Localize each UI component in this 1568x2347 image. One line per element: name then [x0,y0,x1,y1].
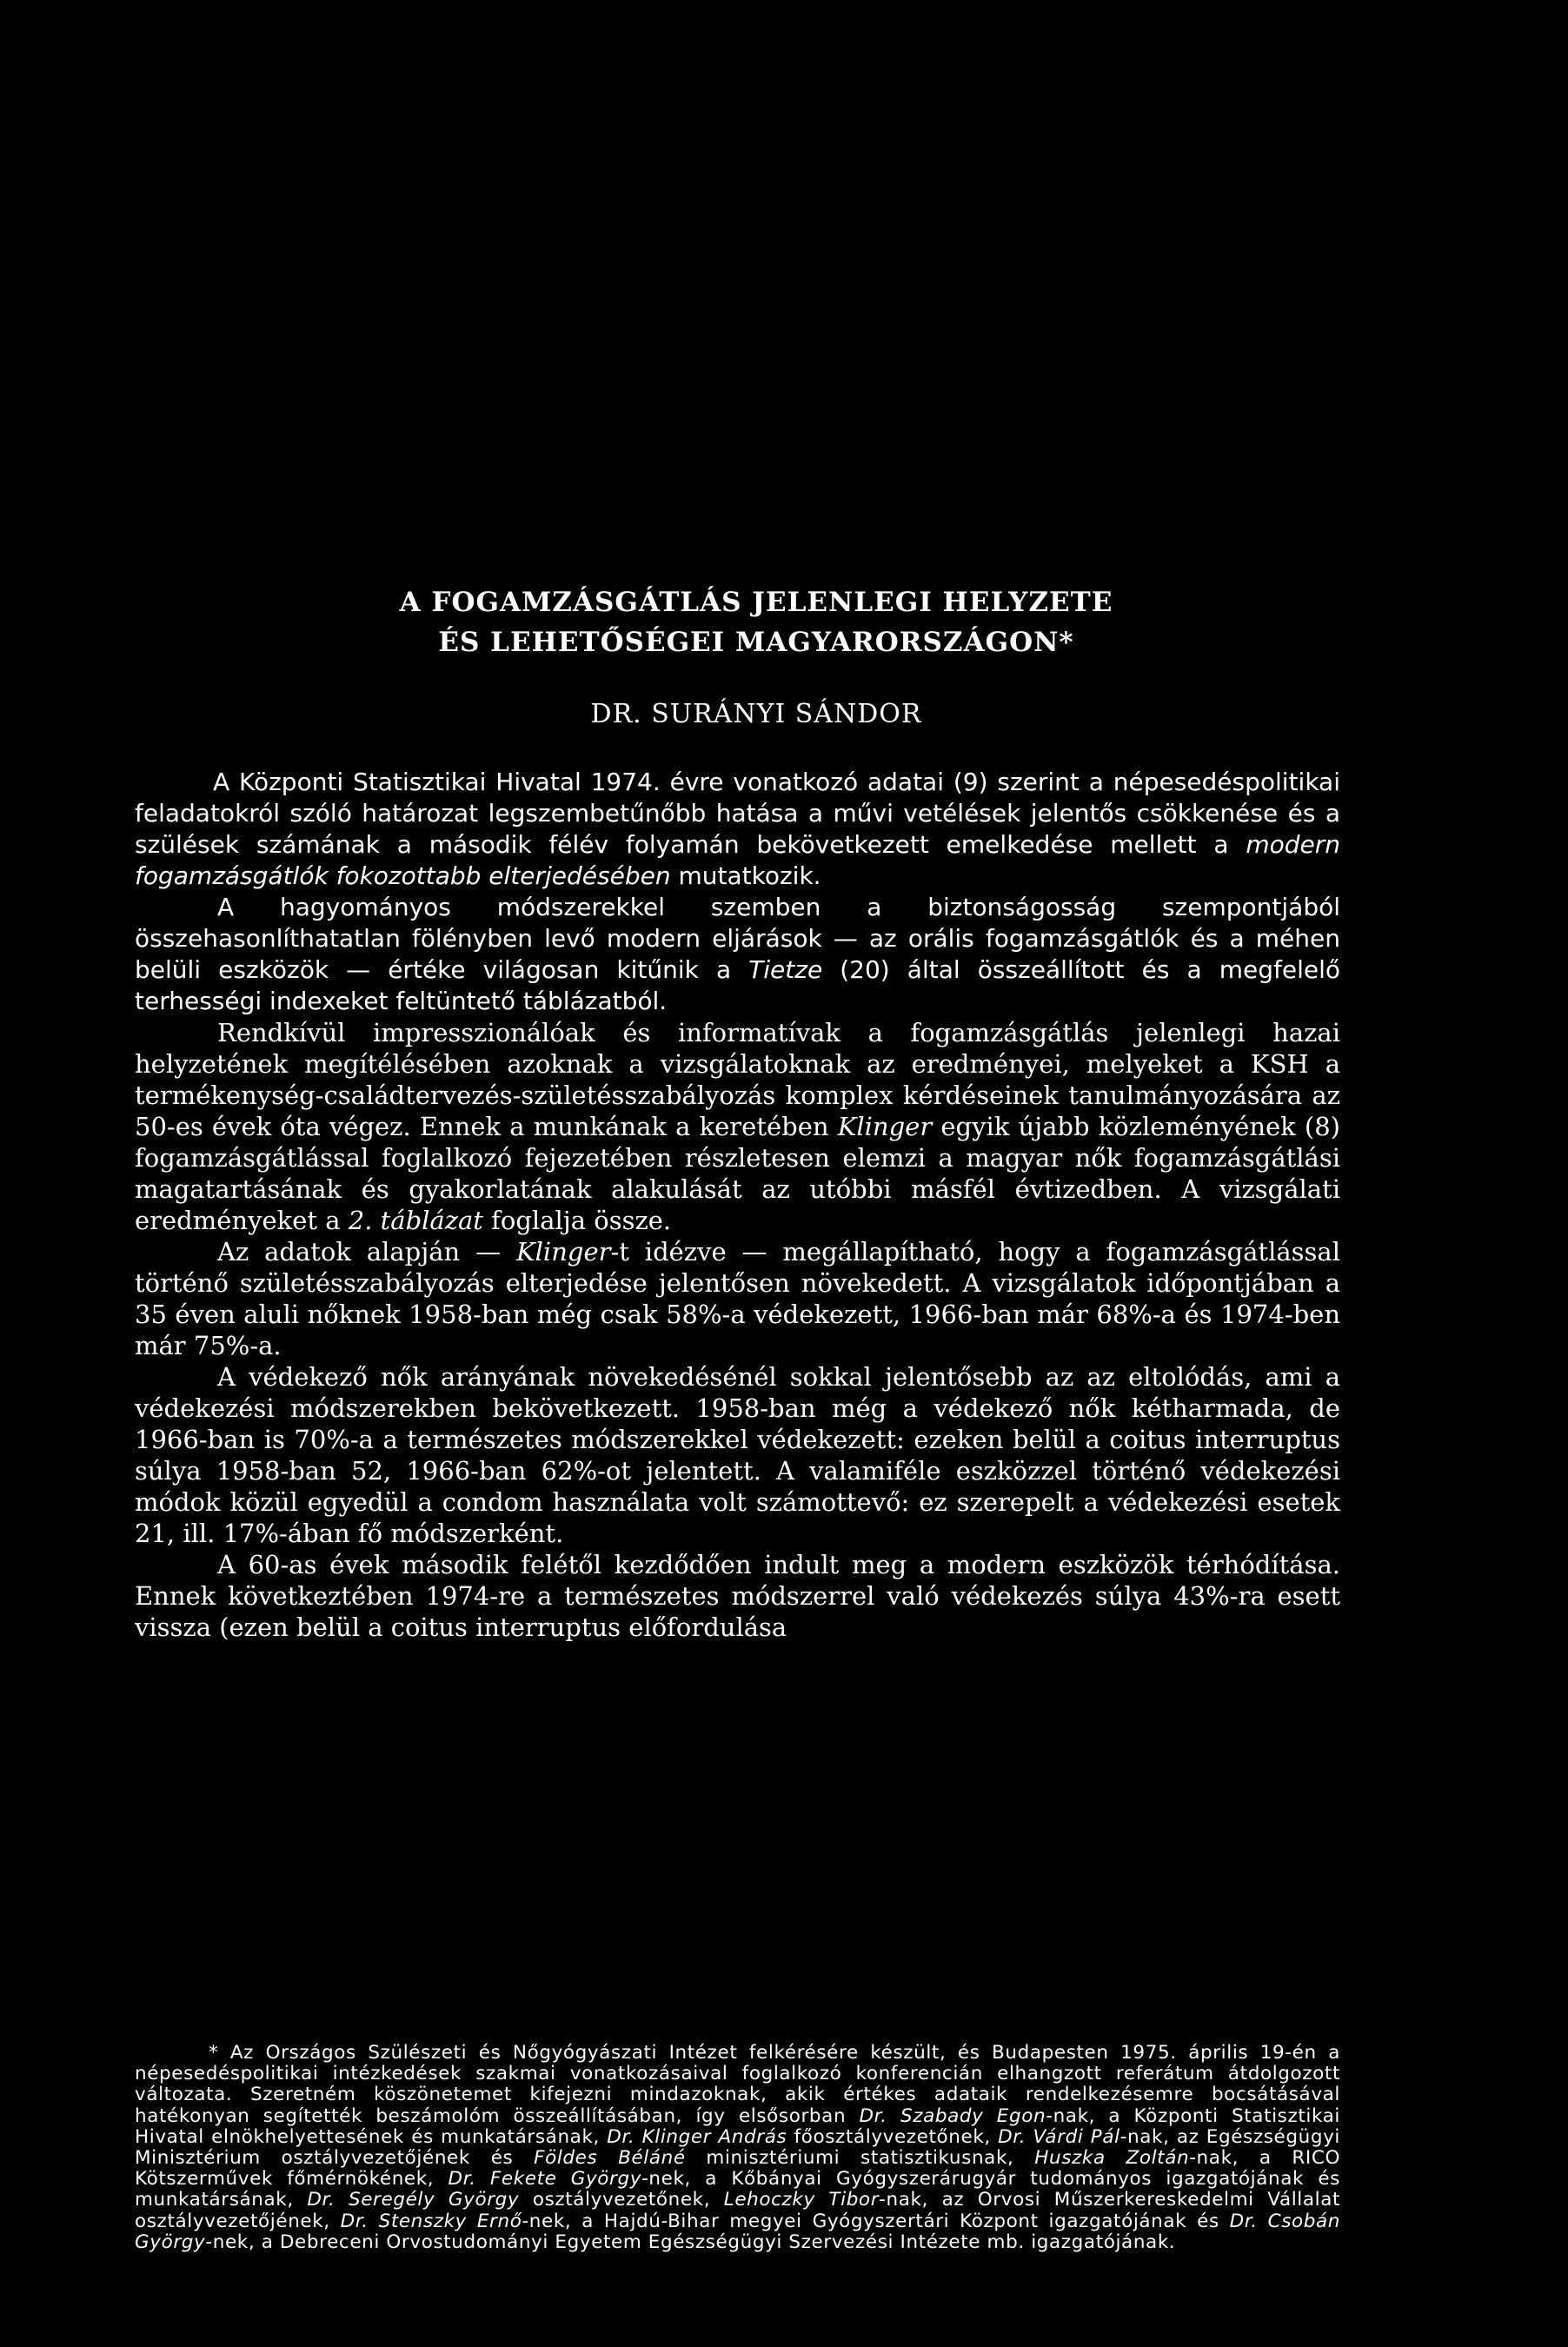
title-line-1: A FOGAMZÁSGÁTLÁS JELENLEGI HELYZETE [399,587,1113,618]
footnote [135,2043,1340,2253]
author-ref-klinger: Klinger [837,1112,933,1141]
title-line-2: ÉS LEHETŐSÉGEI MAGYARORSZÁGON* [438,627,1074,658]
person-name: Dr. Stenszky Ernő [340,2210,522,2232]
emphasis-modern-contraceptives: modern fogamzásgátlók fokozottabb elterjedésében [135,830,1340,890]
person-name: Huszka Zoltán [1034,2147,1190,2170]
author-name: DR. SURÁNYI SÁNDOR [590,699,922,729]
paragraph-2: A hagyományos módszerekkel szemben a biztonságosság szempontjából összehasonlíthatatlan fölényben levő modern eljárások — az orális fogamzásgátlók és a méhen belüli eszközök — értéke világosan kitűnik a Tietze (20) által összeállított és a megfelelő terhességi indexeket feltüntető táblázatból. [135,893,1340,1015]
paragraph-6: A 60-as évek második felétől kezdődően indult meg a modern eszközök térhódítása. Ennek következtében 1974-re a természetes módszerrel való védekezés súlya 43%-ra esett vissza (ezen belül a coitus interruptus előfordulása [135,1550,1340,1642]
person-name: Dr. Várdi Pál [998,2125,1120,2148]
table-reference: 2. táblázat [348,1206,483,1235]
author-ref-tietze: Tietze [748,955,823,984]
person-name: Földes Béláné [534,2147,686,2170]
person-name: Dr. Klinger András [607,2125,787,2148]
paragraph-4: Az adatok alapján — Klinger-t idézve — megállapítható, hogy a fogamzásgátlással történő születésszabályozás elterjedése jelentősen növekedett. A vizsgálatok időpontjában a 35 éven aluli nőknek 1958-ban még csak 58%-a védekezett, 1966-ban már 68%-a és 1974-ben már 75%-a. [135,1237,1340,1360]
paragraph-1: A Központi Statisztikai Hivatal 1974. évre vonatkozó adatai (9) szerint a népesedéspolitikai feladatokról szóló határozat legszembetűnőbb hatása a művi vetélések jelentős csökkenése és a szülések számának a második félév folyamán bekövetkezett emelkedése mellett a modern fogamzásgátlók fokozottabb elterjedésében mutatkozik. [135,768,1340,890]
paragraph-3: Rendkívül impresszionálóak és informatívak a fogamzásgátlás jelenlegi hazai helyzetének megítélésében azoknak a vizsgálatoknak az eredményei, melyeket a KSH a termékenység-családtervezés-születésszabályozás komplex kérdéseinek tanulmányozására az 50-es évek óta végez. Ennek a munkának a keretében Klinger egyik újabb közleményének (8) fogamzásgátlással foglalkozó fejezetében részletesen elemzi a magyar nők fogamzásgátlási magatartásának és gyakorlatának alakulását az utóbbi másfél évtizedben. A vizsgálati eredményeket a 2. táblázat foglalja össze. [135,1018,1340,1235]
article-body [135,767,1340,1643]
footnote-text: * Az Országos Szülészeti és Nőgyógyászati Intézet felkérésére készült, és Budapesten 1975. április 19-én a népesedéspolitikai intézkedések szakmai vonatkozásaival foglalkozó konferencián elhangzott referátum átdolgozott változata. Szeretném köszönetemet kifejezni mindazoknak, akik értékes adataik rendelkezésemre bocsátásával hatékonyan segítették beszámolóm összeállításában, így elsősorban Dr. Szabady Egon-nak, a Központi Statisztikai Hivatal elnökhelyettesének és munkatársának, Dr. Klinger András főosztályvezetőnek, Dr. Várdi Pál-nak, az Egészségügyi Minisztérium osztályvezetőjének és Földes Béláné minisztériumi statisztikusnak, Huszka Zoltán-nak, a RICO Kötszerművek főmérnökének, Dr. Fekete György-nek, a Kőbányai Gyógyszerárugyár tudományos igazgatójának és munkatársának, Dr. Seregély György osztályvezetőnek, Lehoczky Tibor-nak, az Orvosi Műszerkereskedelmi Vállalat osztályvezetőjének, Dr. Stenszky Ernő-nek, a Hajdú-Bihar megyei Gyógyszertári Központ igazgatójának és Dr. Csobán György-nek, a Debreceni Orvostudományi Egyetem Egészségügyi Szervezési Intézete mb. igazgatójának. [135,2042,1341,2253]
article-title [139,582,1373,662]
person-name: Dr. Fekete György [448,2168,642,2191]
paragraph-5: A védekező nők arányának növekedésénél sokkal jelentősebb az az eltolódás, ami a védekezési módszerekben bekövetkezett. 1958-ban még a védekező nők kétharmada, de 1966-ban is 70%-a a természetes módszerekkel védekezett: ezeken belül a coitus interruptus súlya 1958-ban 52, 1966-ban 62%-ot jelentett. A valamiféle eszközzel történő védekezési módok közül egyedül a condom használata volt számottevő: ez szerepelt a védekezési esetek 21, ill. 17%-ában fő módszerként. [135,1362,1340,1548]
author-ref-klinger: Klinger [515,1237,611,1267]
person-name: Dr. Szabady Egon [859,2104,1046,2127]
person-name: Dr. Seregély György [307,2189,520,2211]
person-name: Lehoczky Tibor [723,2189,880,2211]
person-name: Dr. Csobán György [135,2210,1340,2253]
